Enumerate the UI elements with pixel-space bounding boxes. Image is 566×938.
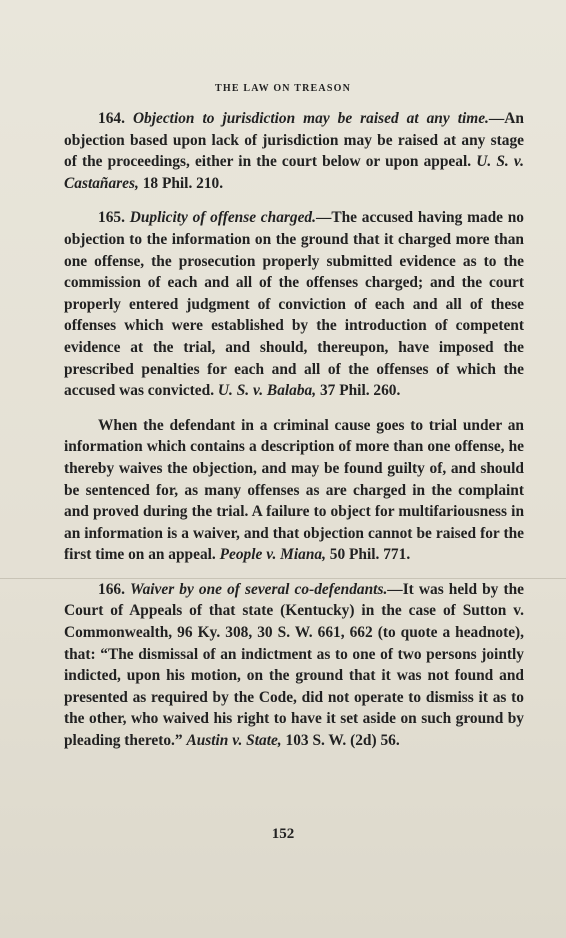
- citation-case: Austin v. State,: [186, 732, 282, 750]
- citation-reporter: 50 Phil. 771.: [329, 546, 411, 564]
- page-body: [64, 108, 524, 752]
- section-heading: Objection to jurisdiction may be raised at any time.: [132, 110, 489, 127]
- section-166: [64, 579, 524, 752]
- section-text: —An objection based upon lack of jurisdiction may be raised at any stage of the proceedings, either in the court below or upon appeal.: [64, 110, 524, 171]
- section-text: —It was held by the Court of Appeals of that state (Kentucky) in the case of Sutton v. Commonwealth, 96 Ky. 308, 30 S. W. 661, 662 (to quote a headnote), that: “The dismissal of an indictment as to one of two persons jointly indicted, upon his motion, on the ground that it was not found and presented as required by the Code, did not operate to dismiss it as to the other, who waived his right to have it set aside on such ground by pleading thereto.”: [64, 580, 524, 750]
- paragraph-continuation: [64, 415, 524, 566]
- section-165: [64, 207, 524, 401]
- page-number: 152: [271, 826, 295, 842]
- section-number: 164.: [98, 110, 125, 127]
- paragraph-text: When the defendant in a criminal cause goes to trial under an information which contains a description of more than one offense, he thereby waives the objection, and may be found guilty of, and should be sentenced for, as many offenses as are charged in the complaint and proved during the trial. A failure to object for multifariousness in an information is a waiver, and that objection cannot be raised for the first time on an appeal.: [64, 416, 524, 564]
- section-164: [64, 108, 524, 194]
- citation-reporter: 18 Phil. 210.: [142, 174, 224, 192]
- citation-case: U. S. v. Balaba,: [217, 382, 317, 400]
- section-heading: Waiver by one of several co-defendants.: [130, 580, 388, 598]
- running-head: THE LAW ON TREASON: [215, 83, 351, 94]
- section-number: 166.: [98, 580, 125, 598]
- citation-case: People v. Miana,: [219, 546, 326, 564]
- section-heading: Duplicity of offense charged.: [129, 209, 316, 227]
- citation-reporter: 37 Phil. 260.: [319, 382, 401, 400]
- citation-case: U. S. v. Castañares,: [64, 153, 524, 192]
- section-text: —The accused having made no objection to the information on the ground that it charged more than one offense, the prosecution properly submitted evidence as to the commission of each and all of the offenses charged; and the court properly entered judgment of conviction of each and all of these offenses which were established by the introduction of competent evidence at the trial, and should, thereupon, have imposed the prescribed penalties for each and all of the offenses of which the accused was convicted.: [64, 209, 524, 400]
- citation-reporter: 103 S. W. (2d) 56.: [285, 732, 400, 750]
- section-number: 165.: [98, 209, 125, 227]
